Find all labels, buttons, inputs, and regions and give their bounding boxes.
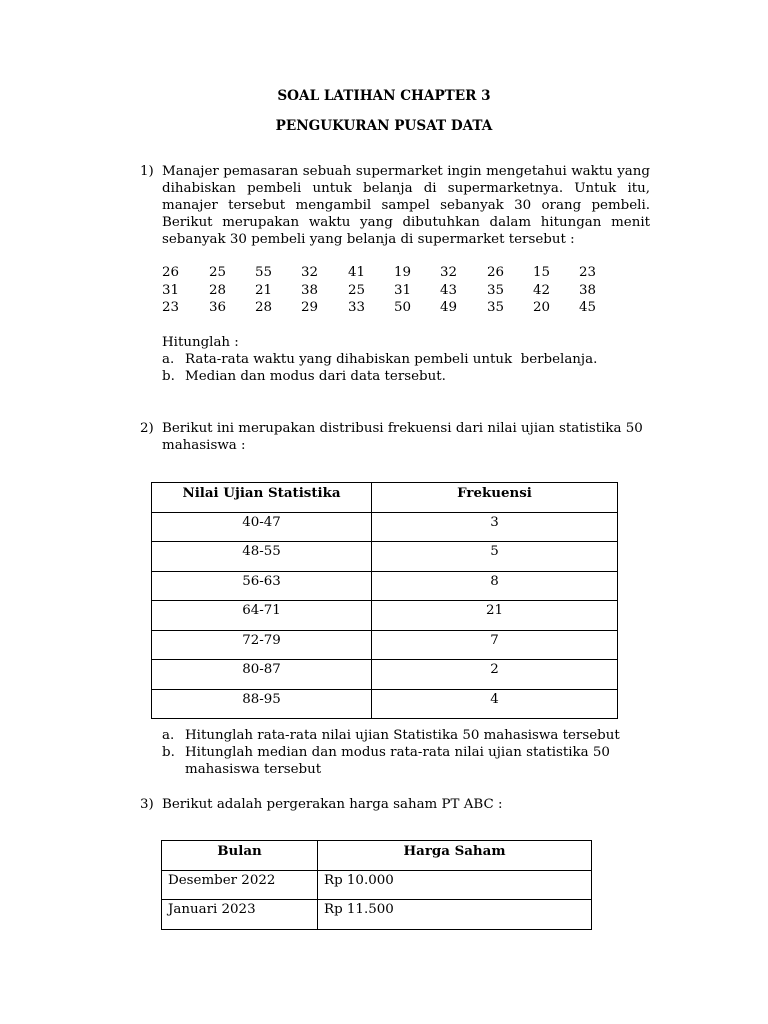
table-row <box>162 900 592 930</box>
data-value: 28 <box>209 282 227 298</box>
question-1-item-b <box>162 368 597 385</box>
data-value: 26 <box>162 265 180 280</box>
page-subtitle: PENGUKURAN PUSAT DATA <box>275 118 493 134</box>
month-cell: Januari 2023 <box>162 900 318 930</box>
table-row <box>162 870 592 900</box>
data-value: 23 <box>579 265 597 280</box>
data-value: 25 <box>348 282 366 298</box>
data-value: 25 <box>209 265 227 280</box>
data-value: 55 <box>255 265 273 280</box>
question-2-item-b <box>162 744 620 761</box>
data-value: 28 <box>255 300 273 315</box>
table-row <box>152 571 618 601</box>
item-letter: a. <box>162 352 175 367</box>
frequency-cell: 4 <box>372 689 618 719</box>
frequency-cell: 3 <box>372 512 618 542</box>
data-value: 36 <box>209 300 227 315</box>
data-value: 49 <box>440 300 458 315</box>
table-row <box>152 660 618 690</box>
item-letter: b. <box>162 369 175 384</box>
question-1-items <box>162 351 597 385</box>
item-text: Median dan modus dari data tersebut. <box>185 369 446 384</box>
frequency-cell: 5 <box>372 542 618 572</box>
frequency-cell: 2 <box>372 660 618 690</box>
data-value: 45 <box>579 300 597 315</box>
data-value: 19 <box>394 265 412 280</box>
data-value: 15 <box>533 265 551 280</box>
question-2-item-b-continued <box>162 761 620 778</box>
data-value: 32 <box>440 265 458 280</box>
score-range-cell: 72-79 <box>152 630 372 660</box>
item-letter: a. <box>162 728 175 743</box>
question-3-text: Berikut adalah pergerakan harga saham PT ABC : <box>162 797 503 812</box>
frequency-table <box>151 482 618 719</box>
data-value: 20 <box>533 300 551 315</box>
item-text-continued: mahasiswa tersebut <box>185 762 322 777</box>
frequency-cell: 7 <box>372 630 618 660</box>
data-value: 23 <box>162 300 180 315</box>
question-1-prompt: Hitunglah : <box>162 335 239 350</box>
question-2-text-line2: mahasiswa : <box>162 438 246 453</box>
stock-price-cell: Rp 11.500 <box>318 900 592 930</box>
question-1-item-a <box>162 351 597 368</box>
column-header-month: Bulan <box>162 841 318 871</box>
table-row <box>152 512 618 542</box>
table-header-row <box>162 841 592 871</box>
score-range-cell: 40-47 <box>152 512 372 542</box>
data-value: 50 <box>394 300 412 315</box>
score-range-cell: 88-95 <box>152 689 372 719</box>
table-row <box>152 601 618 631</box>
question-2-item-a <box>162 727 620 744</box>
data-value: 41 <box>348 265 366 280</box>
question-1-number: 1) <box>140 164 154 179</box>
question-1-text: Manajer pemasaran sebuah supermarket ingin mengetahui waktu yang dihabiskan pembeli untuk belanja di supermarketnya. Untuk itu, manajer tersebut mengambil sampel sebanyak 30 orang pembeli. Berikut merupakan waktu yang dibutuhkan dalam hitungan menit sebanyak 30 pembeli yang belanja di supermarket tersebut : <box>162 164 650 247</box>
column-header-frequency: Frekuensi <box>372 483 618 513</box>
page-title: SOAL LATIHAN CHAPTER 3 <box>277 88 491 104</box>
question-2-text-line1: Berikut ini merupakan distribusi frekuensi dari nilai ujian statistika 50 <box>162 421 643 436</box>
data-value: 43 <box>440 282 458 298</box>
data-value: 29 <box>301 300 319 315</box>
data-value: 38 <box>301 282 319 298</box>
table-row <box>152 542 618 572</box>
score-range-cell: 64-71 <box>152 601 372 631</box>
score-range-cell: 80-87 <box>152 660 372 690</box>
data-value: 33 <box>348 300 366 315</box>
data-value: 21 <box>255 282 273 298</box>
score-range-cell: 48-55 <box>152 542 372 572</box>
frequency-cell: 21 <box>372 601 618 631</box>
question-2-items <box>162 727 620 778</box>
table-header-row <box>152 483 618 513</box>
question-3-number: 3) <box>140 797 154 812</box>
table-row <box>152 689 618 719</box>
score-range-cell: 56-63 <box>152 571 372 601</box>
data-value: 42 <box>533 282 551 298</box>
data-value: 38 <box>579 282 597 298</box>
column-header-score: Nilai Ujian Statistika <box>152 483 372 513</box>
month-cell: Desember 2022 <box>162 870 318 900</box>
data-value: 26 <box>487 265 505 280</box>
item-text: Hitunglah median dan modus rata-rata nilai ujian statistika 50 <box>185 745 610 760</box>
stock-price-cell: Rp 10.000 <box>318 870 592 900</box>
item-text: Hitunglah rata-rata nilai ujian Statistika 50 mahasiswa tersebut <box>185 728 620 743</box>
column-header-stock-price: Harga Saham <box>318 841 592 871</box>
data-value: 35 <box>487 300 505 315</box>
question-2-number: 2) <box>140 421 154 436</box>
frequency-cell: 8 <box>372 571 618 601</box>
item-letter: b. <box>162 745 175 760</box>
stock-price-table <box>161 840 592 930</box>
data-value: 31 <box>162 282 180 298</box>
table-row <box>152 630 618 660</box>
data-value: 35 <box>487 282 505 298</box>
data-value: 31 <box>394 282 412 298</box>
data-value: 32 <box>301 265 319 280</box>
item-text: Rata-rata waktu yang dihabiskan pembeli untuk berbelanja. <box>185 352 598 367</box>
